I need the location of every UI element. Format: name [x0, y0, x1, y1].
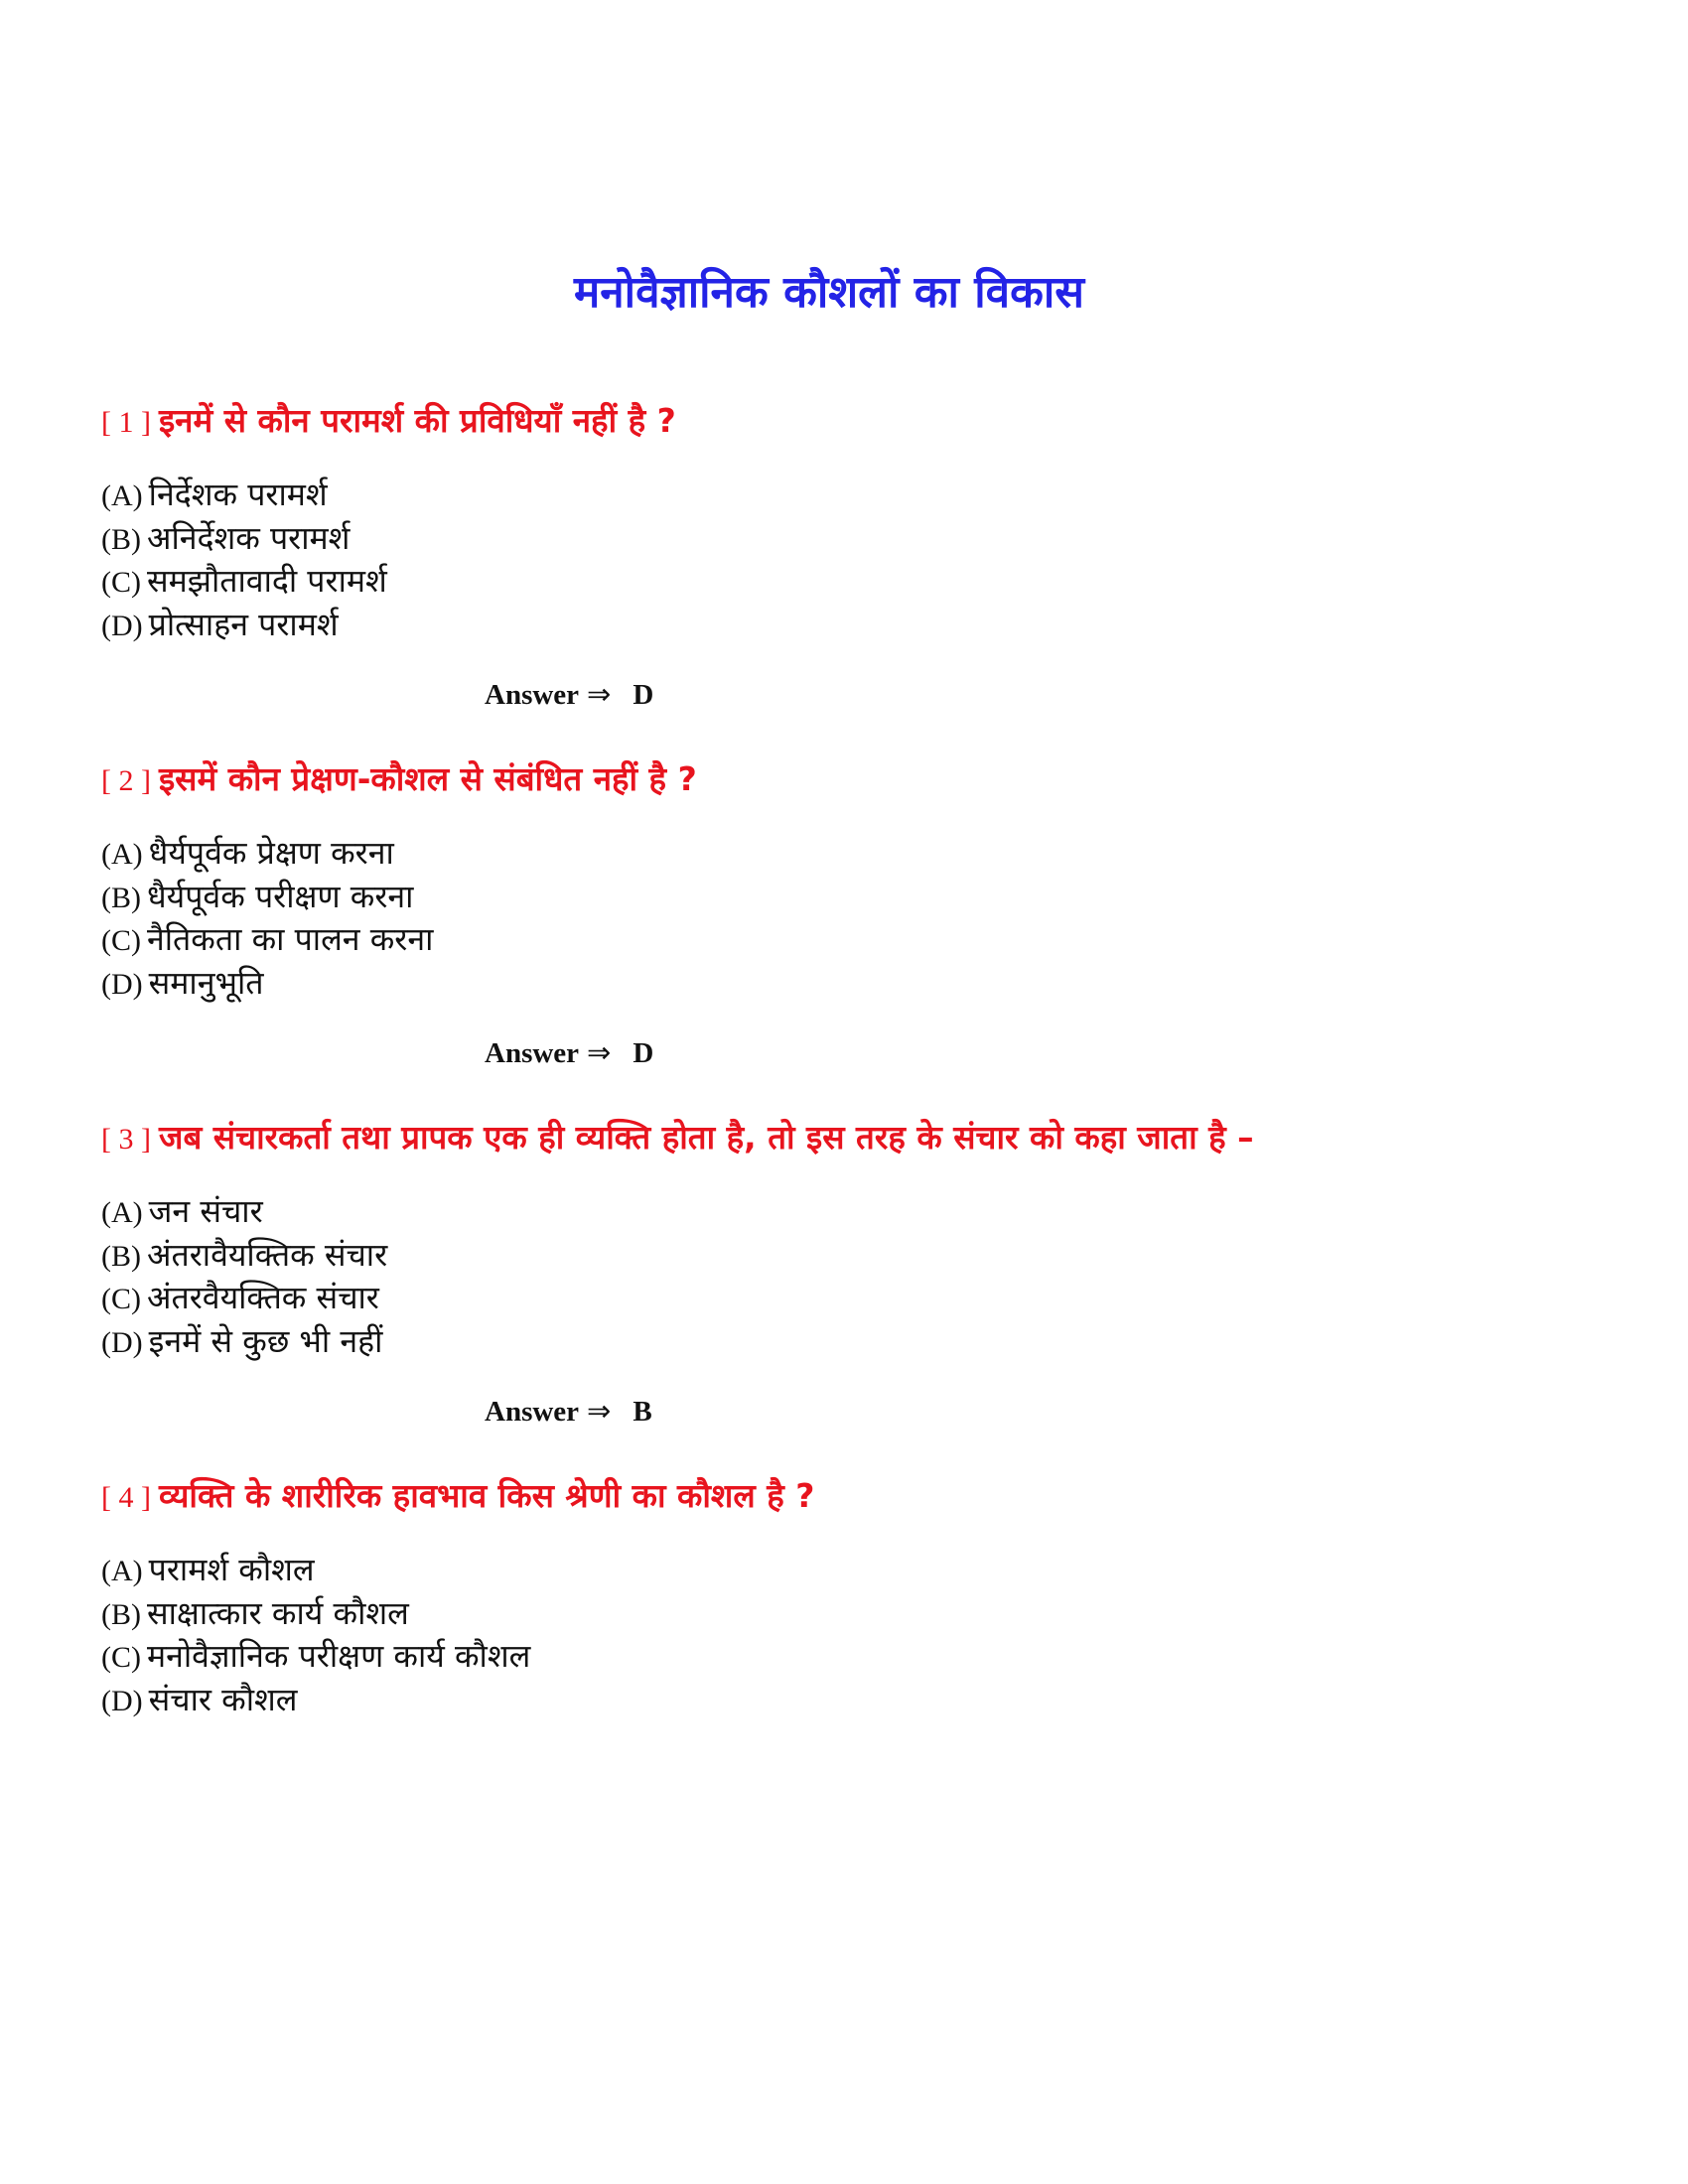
question-heading [101, 1472, 814, 1517]
question-text: इसमें कौन प्रेक्षण-कौशल से संबंधित नहीं है ? [158, 759, 697, 798]
option-letter: (D) [101, 609, 143, 642]
option-item [101, 1593, 409, 1635]
question-number: [ 4 ] [101, 1481, 151, 1514]
option-item [101, 919, 433, 961]
option-letter: (A) [101, 479, 143, 512]
answer-label: Answer [485, 1037, 580, 1069]
option-item [101, 1191, 263, 1233]
question-number: [ 1 ] [101, 406, 151, 439]
option-item [101, 475, 328, 516]
option-letter: (D) [101, 967, 143, 1001]
option-item [101, 561, 387, 603]
option-text: समझौतावादी परामर्श [147, 562, 387, 600]
question-text: व्यक्ति के शारीरिक हावभाव किस श्रेणी का कौशल है ? [158, 1476, 815, 1515]
option-text: अनिर्देशक परामर्श [147, 518, 351, 557]
option-item [101, 1636, 530, 1678]
option-text: साक्षात्कार कार्य कौशल [147, 1593, 409, 1632]
option-item [101, 605, 339, 646]
option-text: धैर्यपूर्वक परीक्षण करना [147, 877, 414, 915]
option-item [101, 1321, 382, 1363]
option-text: समानुभूति [148, 963, 264, 1002]
answer-value: B [633, 1396, 652, 1428]
option-text: निर्देशक परामर्श [148, 476, 328, 513]
option-letter: (C) [101, 566, 141, 599]
option-item [101, 963, 264, 1005]
option-letter: (A) [101, 1196, 143, 1229]
option-item [101, 833, 394, 875]
option-item [101, 1550, 315, 1591]
option-text: संचार कौशल [148, 1680, 298, 1718]
option-item [101, 1235, 387, 1277]
option-letter: (D) [101, 1684, 143, 1717]
answer-line [485, 677, 653, 712]
question-heading [101, 1114, 1254, 1159]
question-text: इनमें से कौन परामर्श की प्रविधियाँ नहीं है ? [158, 401, 676, 440]
option-letter: (B) [101, 881, 141, 914]
option-letter: (B) [101, 1239, 141, 1273]
page-title: मनोवैज्ञानिक कौशलों का विकास [573, 267, 1085, 318]
option-item [101, 1278, 379, 1319]
arrow-icon: ⇒ [587, 1037, 612, 1069]
option-letter: (D) [101, 1325, 143, 1359]
question-number: [ 2 ] [101, 764, 151, 797]
answer-value: D [633, 679, 654, 711]
option-text: नैतिकता का पालन करना [147, 920, 434, 958]
answer-line [485, 1035, 653, 1070]
option-letter: (C) [101, 1283, 141, 1315]
option-text: मनोवैज्ञानिक परीक्षण कार्य कौशल [147, 1637, 531, 1675]
option-text: इनमें से कुछ भी नहीं [148, 1321, 383, 1360]
option-text: परामर्श कौशल [148, 1551, 315, 1588]
option-item [101, 1680, 297, 1721]
option-letter: (B) [101, 1597, 141, 1631]
answer-label: Answer [485, 1396, 580, 1428]
answer-value: D [633, 1037, 654, 1069]
question-heading [101, 397, 676, 442]
option-letter: (C) [101, 1641, 141, 1674]
option-letter: (C) [101, 924, 141, 957]
question-text: जब संचारकर्ता तथा प्रापक एक ही व्यक्ति होता है, तो इस तरह के संचार को कहा जाता है – [158, 1118, 1254, 1157]
option-letter: (A) [101, 838, 143, 871]
option-text: प्रोत्साहन परामर्श [148, 605, 339, 643]
option-text: अंतरावैयक्तिक संचार [147, 1235, 388, 1274]
arrow-icon: ⇒ [587, 1396, 612, 1428]
option-letter: (A) [101, 1555, 143, 1587]
option-text: अंतरवैयक्तिक संचार [147, 1279, 379, 1316]
option-item [101, 518, 350, 560]
option-letter: (B) [101, 522, 141, 556]
arrow-icon: ⇒ [587, 679, 612, 711]
question-number: [ 3 ] [101, 1123, 151, 1156]
answer-label: Answer [485, 679, 580, 711]
question-heading [101, 755, 697, 800]
option-text: धैर्यपूर्वक प्रेक्षण करना [148, 834, 394, 872]
answer-line [485, 1394, 652, 1429]
option-text: जन संचार [148, 1192, 263, 1230]
option-item [101, 877, 413, 918]
